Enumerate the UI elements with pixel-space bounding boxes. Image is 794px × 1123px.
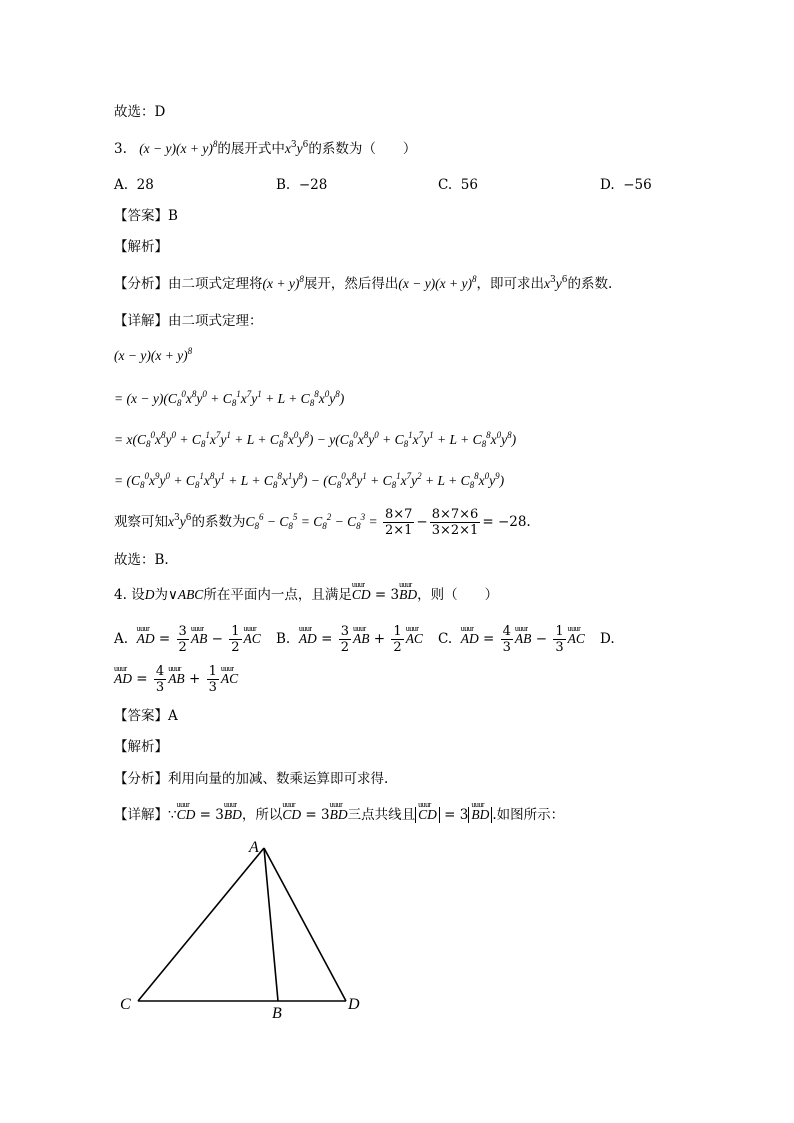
math-line-2: = $(x - y)(C_8^0x^8y^0 + C_8^1x^7y^1 + L + C_8^8x^0y^8)$	[114, 389, 345, 408]
q4-option-d: uuur AD = $\frac{4}{3}$ uuur AB + $\frac{1}{3}$ uuur AC	[114, 664, 238, 695]
vertex-label-c: C	[120, 996, 131, 1013]
q3-observe: 观察可知$x^3y^6$的系数为$C_8^6 - C_8^5 = C_8^2 - C_8^3$ = $\frac{8\times 7}{2\times 1}$ − $\frac{8\times 7\times 6}{3\times 2\times 1}$ = −28.	[114, 507, 531, 538]
option-label: B.	[276, 177, 291, 193]
q3-option-d	[600, 176, 652, 194]
xiangjie-tag: 【详解】	[114, 313, 168, 329]
q3-analysis-tag: 【解析】	[114, 239, 168, 255]
q3-stem: 3. $(x - y)(x + y)^8$的展开式中$x^3y^6$的系数为（ ）	[114, 139, 417, 157]
q4-answer	[114, 707, 178, 725]
fenxi-text: ，即可求出	[476, 276, 545, 292]
observe-text: 观察可知	[114, 514, 168, 530]
q4-number: 4.	[114, 587, 127, 603]
q4-stem-text: 为	[154, 587, 168, 603]
q4-option-a: A. uuur AD = $\frac{3}{2}$ uuur AB − $\frac{1}{2}$ uuur AC	[114, 624, 261, 655]
option-label: C.	[438, 631, 453, 647]
option-label: A.	[114, 177, 129, 193]
q4-option-c: C. uuur AD = $\frac{4}{3}$ uuur AB − $\frac{1}{3}$ uuur AC	[438, 624, 585, 655]
q3-stem-tail: 的系数为（ ）	[308, 141, 417, 157]
observe-text: 的系数为	[191, 514, 246, 530]
fenxi-tag: 【分析】	[114, 276, 168, 292]
q3-option-a	[114, 176, 154, 194]
xiangjie-text: 三点共线且	[347, 807, 416, 823]
result-text: = −28.	[482, 514, 531, 530]
q3-option-b	[276, 176, 327, 194]
q4-option-b: B. uuur AD = $\frac{3}{2}$ uuur AB + $\frac{1}{2}$ uuur AC	[276, 624, 423, 655]
q4-stem: 4. 设D为∨ABC所在平面内一点，且满足uuur CD = 3uuur BD，则（ ）	[114, 586, 498, 604]
side-ca	[138, 848, 264, 1001]
xiangjie-text: .如图所示：	[492, 807, 565, 823]
option-label: C.	[438, 177, 453, 193]
q4-stem-text: ，则（ ）	[417, 587, 499, 603]
option-value: 56	[460, 177, 478, 193]
xiangjie-text: ∵	[168, 807, 177, 823]
option-label: B.	[276, 631, 291, 647]
xiangjie-text: ，所以	[241, 807, 283, 823]
q4-analysis-tag: 【解析】	[114, 739, 168, 755]
answer-tag: 【答案】	[114, 208, 168, 224]
option-value: −28	[298, 177, 328, 193]
q3-fenxi: 【分析】由二项式定理将$(x + y)^8$展开，然后得出$(x - y)(x + y)^8$，即可求出$x^3y^6$的系数.	[114, 274, 613, 292]
option-label: D.	[600, 177, 615, 193]
option-label: D.	[600, 631, 615, 647]
xiangjie-text: 由二项式定理：	[168, 313, 263, 329]
q3-stem-suffix: 的展开式中	[217, 141, 285, 157]
q4-stem-text: 设	[131, 587, 145, 603]
math-line-1: $(x - y)(x + y)^8$	[114, 346, 193, 363]
xiangjie-tag: 【详解】	[114, 807, 168, 823]
option-value: 28	[136, 177, 154, 193]
q3-conclusion: 故选：B.	[114, 552, 169, 568]
vertex-label-d: D	[348, 996, 360, 1013]
vertex-label-a: A	[249, 839, 259, 856]
answer-tag: 【答案】	[114, 708, 168, 724]
fenxi-text: 由二项式定理将	[168, 276, 263, 292]
vertex-label-b: B	[272, 1005, 282, 1022]
q3-answer	[114, 207, 178, 225]
q3-xiangjie	[114, 312, 263, 330]
fenxi-text: 展开，然后得出	[303, 276, 399, 292]
q4-fenxi	[114, 770, 388, 788]
q3-option-c	[438, 176, 478, 194]
fenxi-text: 的系数.	[567, 276, 613, 292]
q4-stem-text: 所在平面内一点，且满足	[203, 587, 352, 603]
option-label: A.	[114, 631, 129, 647]
option-value: −56	[623, 177, 652, 193]
math-line-3: = $x(C_8^0x^8y^0 + C_8^1x^7y^1 + L + C_8^8x^0y^8) - y(C_8^0x^8y^0 + C_8^1x^7y^1 + L + C_8^8x^0y^8)$	[114, 430, 517, 449]
answer-value: B	[168, 208, 178, 224]
fenxi-tag: 【分析】	[114, 771, 168, 787]
q4-xiangjie: 【详解】∵uuur CD = 3uuur BD，所以uuur CD = 3uuur BD三点共线且uuur CD = 3uuur BD .如图所示：	[114, 806, 564, 824]
answer-value: A	[168, 708, 178, 724]
triangle-figure	[110, 830, 380, 1030]
q4-option-d-label	[600, 624, 615, 654]
fenxi-text: 利用向量的加减、数乘运算即可求得.	[168, 771, 389, 787]
math-line-4: = $(C_8^0x^9y^0 + C_8^1x^8y^1 + L + C_8^8x^1y^8) - (C_8^0x^8y^1 + C_8^1x^7y^2 + L + C_8^8x^0y^9)$	[114, 471, 505, 490]
q2-conclusion: 故选：D	[114, 104, 166, 120]
q3-number: 3.	[114, 141, 127, 157]
